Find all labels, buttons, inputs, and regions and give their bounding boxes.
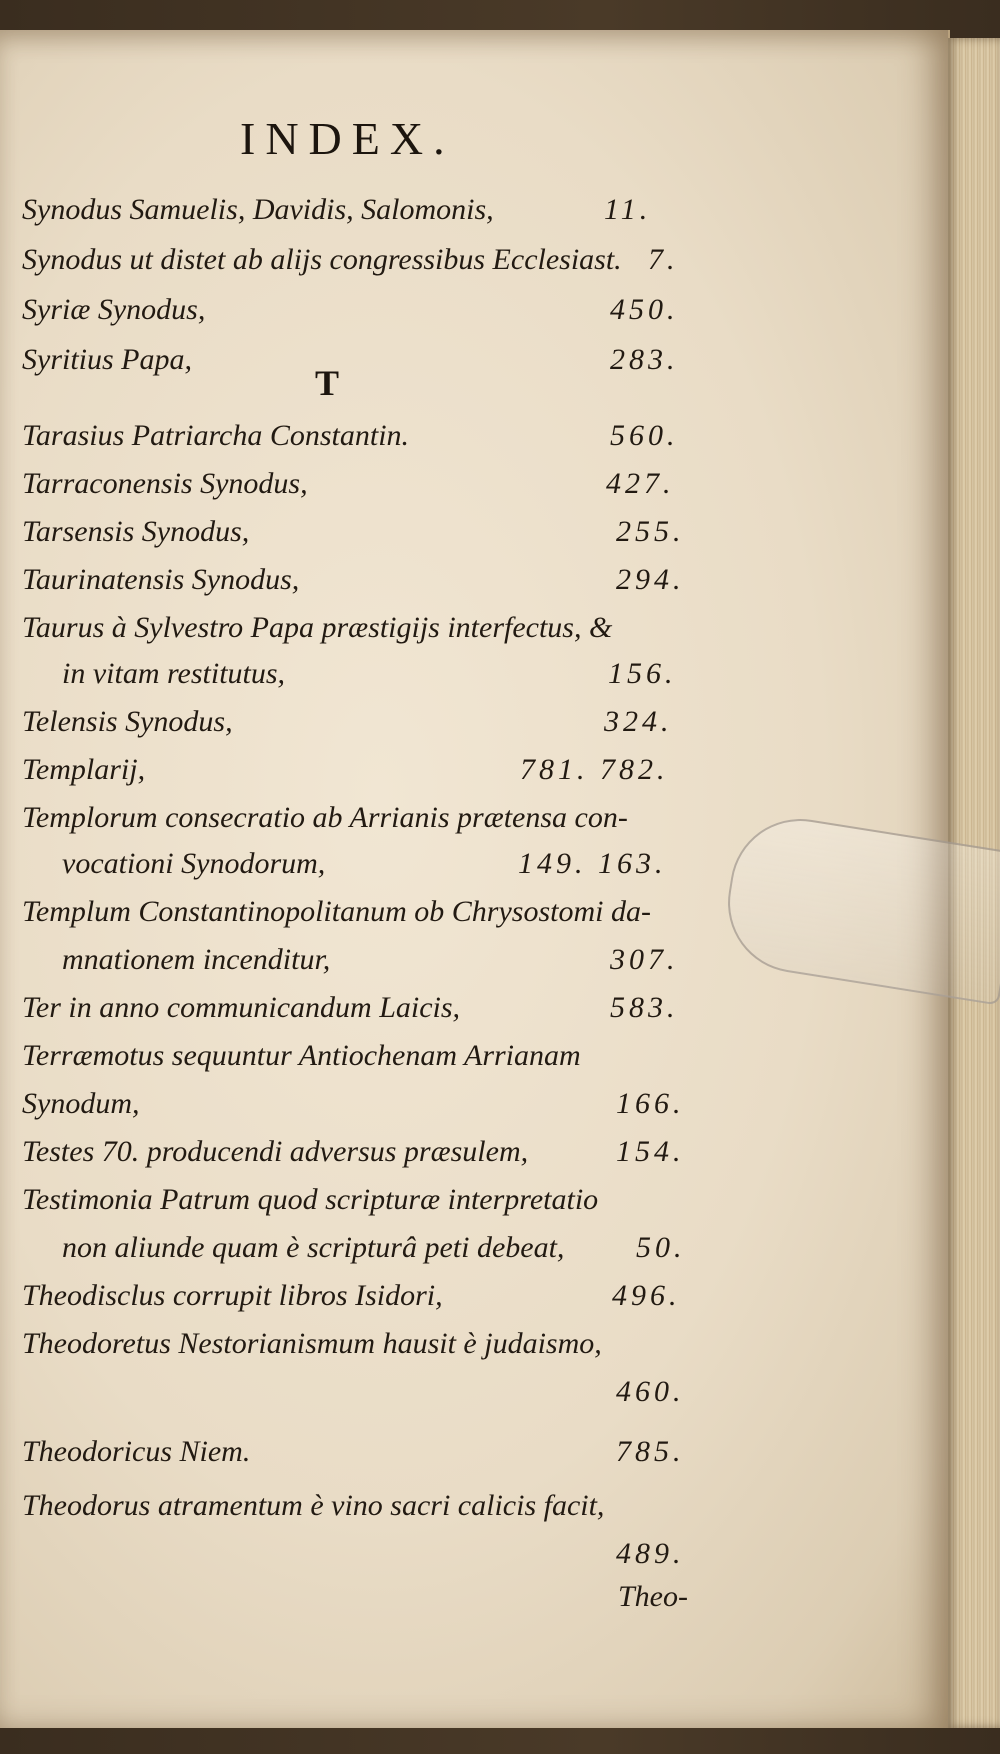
page-number: 11. [604, 193, 652, 226]
index-entry: Ter in anno communicandum Laicis, 583. [22, 986, 460, 1030]
page-number: 255. [616, 515, 685, 548]
page-number: 7. [648, 243, 679, 276]
section-letter: T [315, 363, 340, 403]
page-number: 166. [616, 1087, 685, 1120]
page-number: 489. [616, 1537, 685, 1570]
index-entry: non aliunde quam è scripturâ peti debeat, 50. [62, 1226, 564, 1270]
index-entry: Tarraconensis Synodus, 427. [22, 462, 308, 506]
page-number: 283. [610, 343, 679, 376]
index-entry: Synodus Samuelis, Davidis, Salomonis, 11. [22, 188, 494, 232]
index-entry: Synodum, 166. [22, 1082, 139, 1126]
page-number: 50. [636, 1231, 686, 1264]
page-number: 324. [604, 705, 673, 738]
page-number: 154. [616, 1135, 685, 1168]
page-number: 785. [616, 1435, 685, 1468]
index-entry: mnationem incenditur, 307. [62, 938, 330, 982]
page-number: 294. [616, 563, 685, 596]
page-number: 496. [612, 1279, 681, 1312]
index-entry: Theodorus atramentum è vino sacri calicis facit, [22, 1489, 605, 1522]
catchword: Theo- [618, 1580, 688, 1613]
index-entry: Tarsensis Synodus, 255. [22, 510, 249, 554]
index-entry: in vitam restitutus, 156. [62, 652, 285, 696]
page-number: 560. [610, 419, 679, 452]
page-number: 450. [610, 293, 679, 326]
index-entry: Templarij, 781. 782. [22, 748, 145, 792]
index-entry: vocationi Synodorum, 149. 163. [62, 842, 325, 886]
page-number: 156. [608, 657, 677, 690]
page-number: 427. [606, 467, 675, 500]
page-number: 149. 163. [518, 847, 667, 880]
index-entry: Theodoretus Nestorianismum hausit è judaismo, [22, 1327, 602, 1360]
page-number: 307. [610, 943, 679, 976]
index-entry: Syriæ Synodus, 450. [22, 288, 205, 332]
index-entry: Synodus ut distet ab alijs congressibus Ecclesiast. 7. [22, 238, 622, 282]
index-entry: Tarasius Patriarcha Constantin. 560. [22, 414, 409, 458]
index-entry: Templorum consecratio ab Arrianis prætensa con- [22, 801, 628, 834]
page-number: 781. 782. [520, 753, 669, 786]
page-header: INDEX. [240, 113, 455, 164]
index-entry: Testes 70. producendi adversus præsulem, 154. [22, 1130, 528, 1174]
index-entry: Theodoricus Niem. 785. [22, 1430, 250, 1474]
index-entry: Terræmotus sequuntur Antiochenam Arrianam [22, 1039, 581, 1072]
index-entry: Syritius Papa, 283. [22, 338, 192, 382]
index-entry: Testimonia Patrum quod scripturæ interpretatio [22, 1183, 599, 1216]
index-entry: Taurus à Sylvestro Papa præstigijs interfectus, & [22, 611, 613, 644]
page-number: 583. [610, 991, 679, 1024]
index-entry: Taurinatensis Synodus, 294. [22, 558, 299, 602]
page-number: 460. [616, 1375, 685, 1408]
index-entry: Telensis Synodus, 324. [22, 700, 233, 744]
index-entry: Templum Constantinopolitanum ob Chrysostomi da- [22, 895, 651, 928]
index-entry: Theodisclus corrupit libros Isidori, 496. [22, 1274, 443, 1318]
